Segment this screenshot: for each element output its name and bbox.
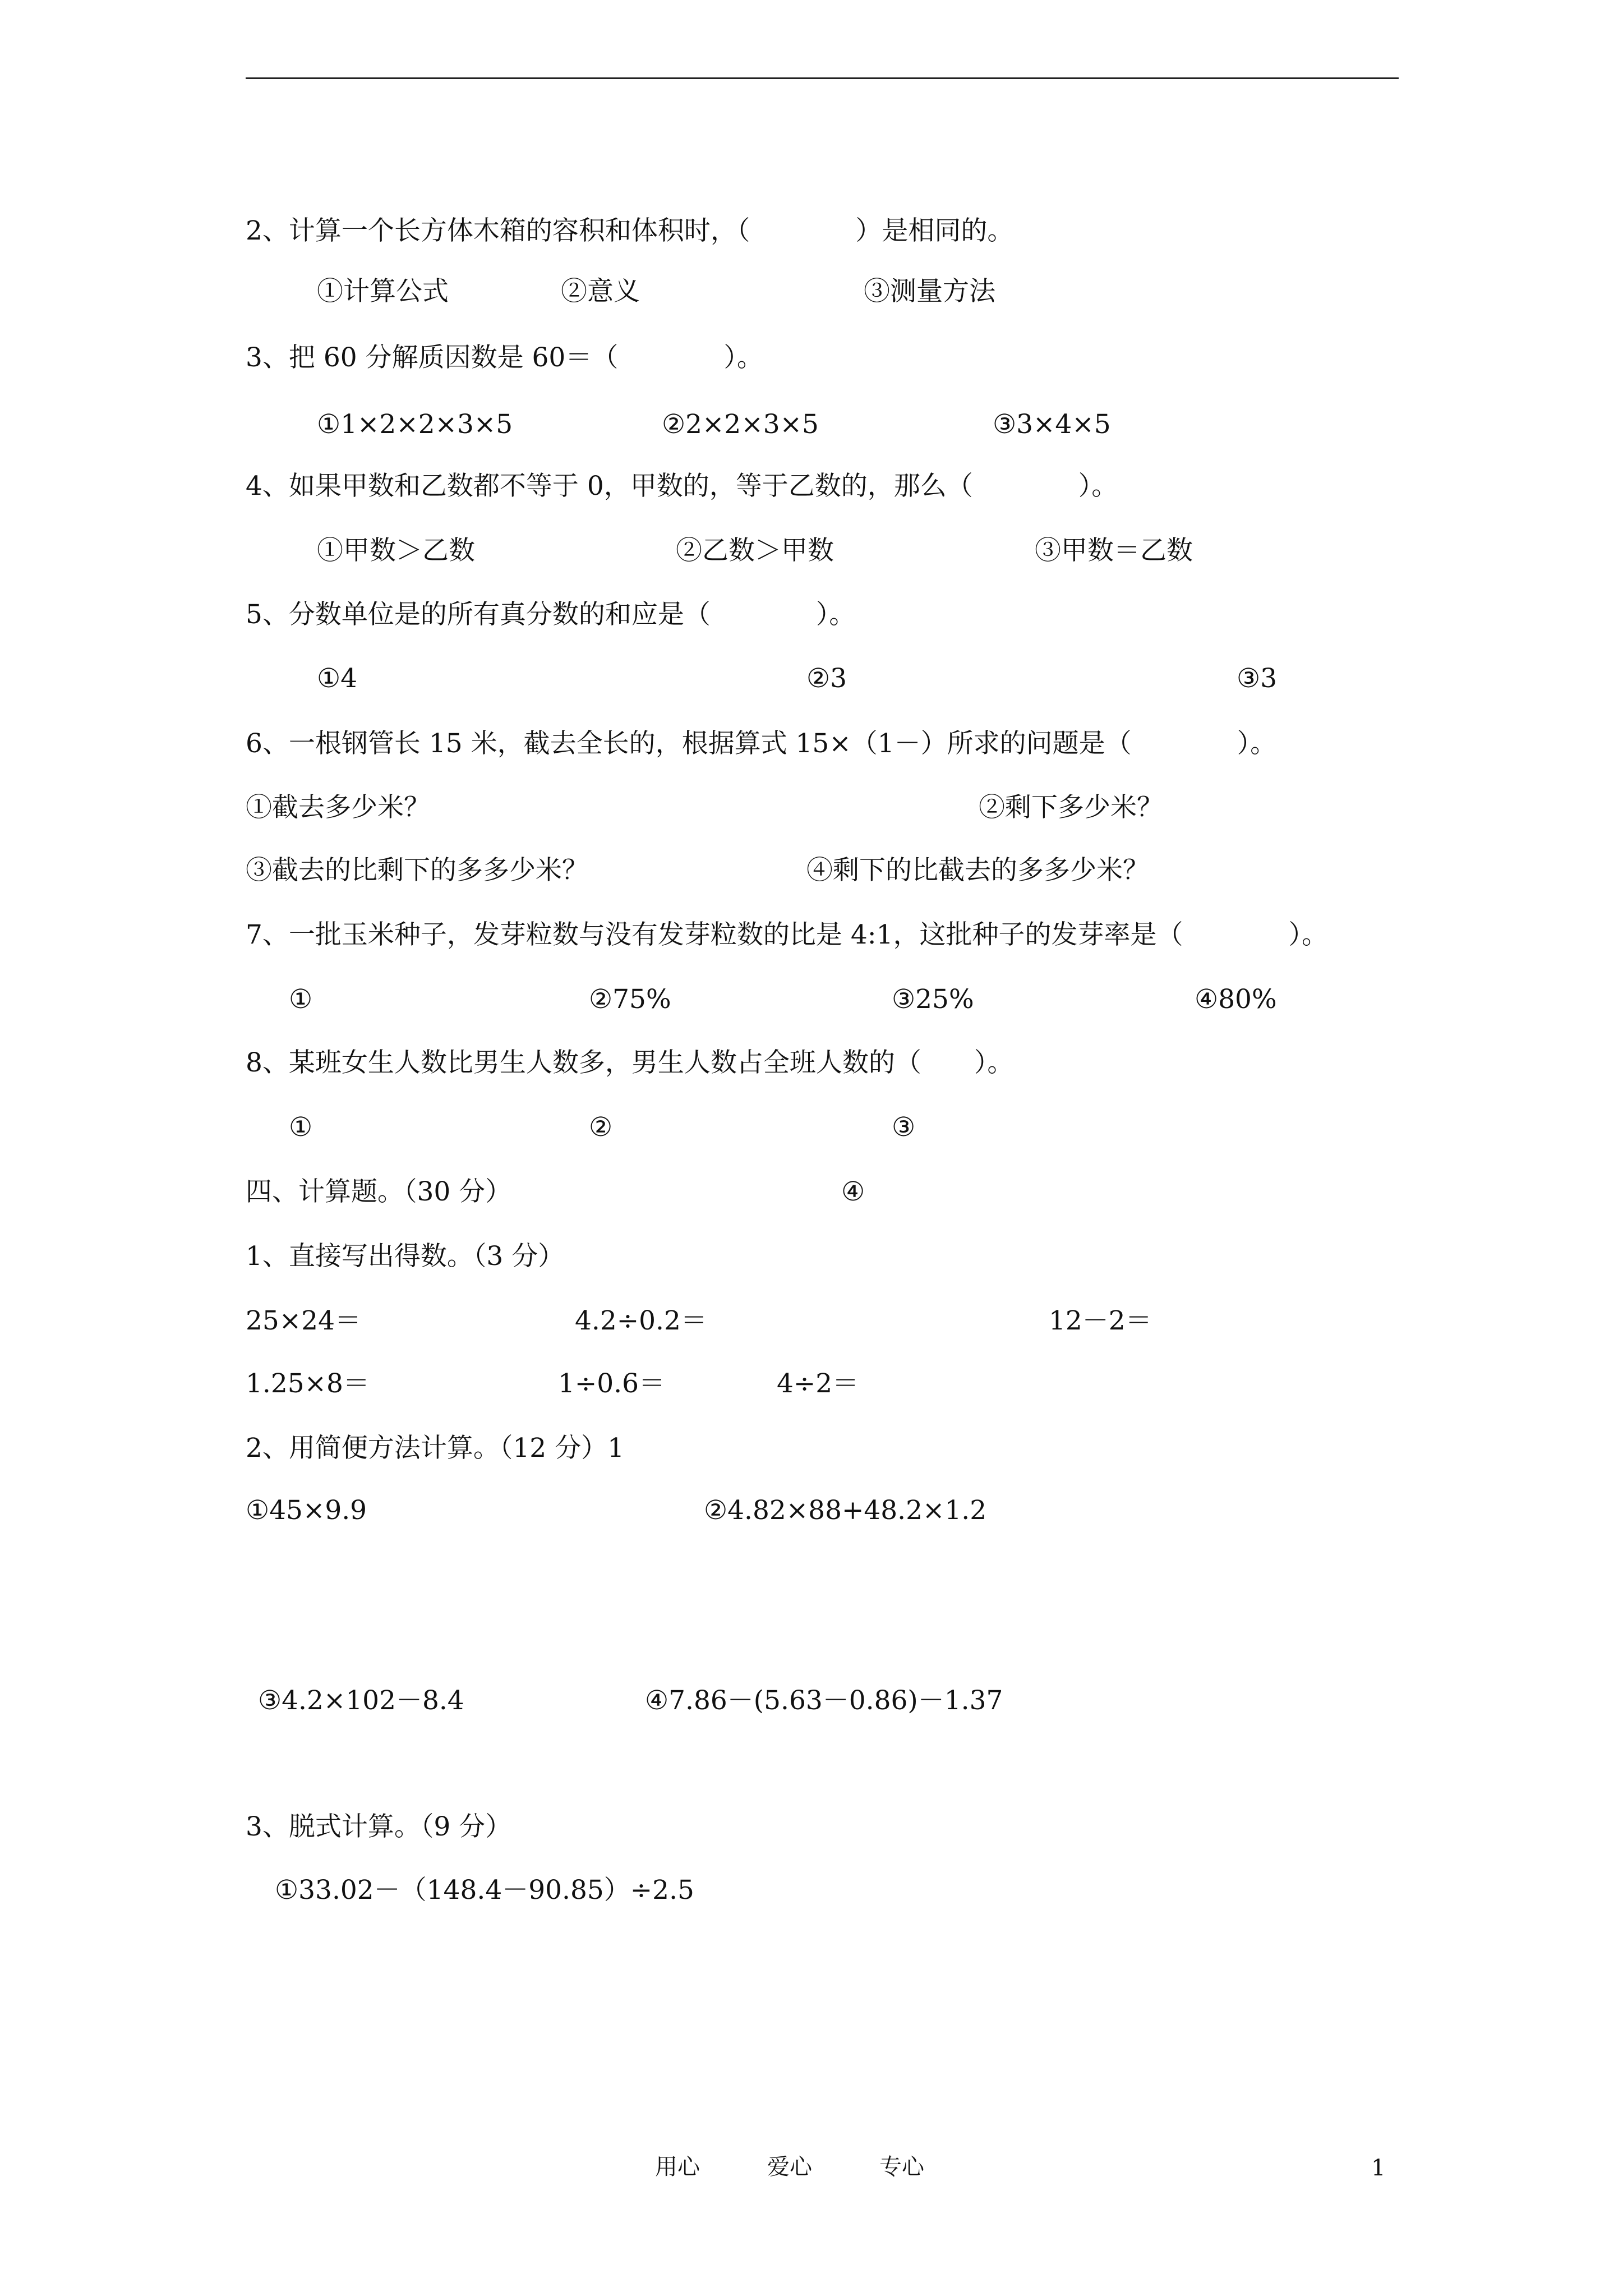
direct-calc-1: 25×24＝ (246, 1305, 361, 1336)
simplify-calc-3: ③4.2×102－8.4 (258, 1685, 464, 1716)
question-8: 8、某班女生人数比男生人数多，男生人数占全班人数的（ ）。 (246, 1047, 1014, 1078)
option-q7-4: ④80% (1195, 984, 1277, 1015)
stepwise-calc-1: ①33.02－（148.4－90.85）÷2.5 (275, 1875, 694, 1906)
option-q6-3: ③截去的比剩下的多多少米？ (246, 855, 588, 886)
option-q2-1: ①计算公式 (317, 276, 449, 307)
part-1-heading: 1、直接写出得数。（3 分） (246, 1241, 565, 1272)
option-q6-1: ①截去多少米？ (246, 792, 430, 823)
option-q3-2: ②2×2×3×5 (662, 409, 819, 440)
question-5: 5、分数单位是的所有真分数的和应是（ ）。 (246, 599, 856, 630)
option-q8-3: ③ (892, 1112, 916, 1143)
option-q5-2: ②3 (806, 663, 847, 694)
option-q6-2: ②剩下多少米？ (979, 792, 1163, 823)
option-q8-4: ④ (841, 1176, 865, 1207)
question-4: 4、如果甲数和乙数都不等于 0，甲数的，等于乙数的，那么（ ）。 (246, 471, 1118, 501)
header-rule (246, 77, 1399, 79)
option-q8-2: ② (589, 1112, 613, 1143)
question-6: 6、一根钢管长 15 米，截去全长的，根据算式 15×（1－）所求的问题是（ ）。 (246, 728, 1277, 759)
question-3: 3、把 60 分解质因数是 60＝（ ）。 (246, 342, 763, 373)
option-q2-2: ②意义 (561, 276, 640, 307)
direct-calc-4: 1.25×8＝ (246, 1368, 370, 1399)
question-2: 2、计算一个长方体木箱的容积和体积时，（ ）是相同的。 (246, 215, 1014, 246)
question-7: 7、一批玉米种子，发芽粒数与没有发芽粒数的比是 4:1，这批种子的发芽率是（ ）。 (246, 919, 1328, 950)
direct-calc-5: 1÷0.6＝ (558, 1368, 666, 1399)
option-q4-1: ①甲数＞乙数 (317, 535, 475, 566)
option-q4-2: ②乙数＞甲数 (676, 535, 834, 566)
simplify-calc-2: ②4.82×88+48.2×1.2 (704, 1495, 987, 1526)
footer-motto-3: 专心 (879, 2154, 924, 2180)
option-q5-3: ③3 (1237, 663, 1278, 694)
simplify-calc-4: ④7.86－(5.63－0.86)－1.37 (645, 1685, 1003, 1716)
footer-motto-2: 爱心 (767, 2154, 812, 2180)
option-q4-3: ③甲数＝乙数 (1035, 535, 1193, 566)
part-3-heading: 3、脱式计算。（9 分） (246, 1811, 512, 1842)
direct-calc-3: 12－2＝ (1049, 1305, 1152, 1336)
page-number: 1 (1371, 2155, 1386, 2181)
direct-calc-2: 4.2÷0.2＝ (575, 1305, 707, 1336)
option-q3-3: ③3×4×5 (993, 409, 1111, 440)
direct-calc-6: 4÷2＝ (777, 1368, 859, 1399)
simplify-calc-1: ①45×9.9 (246, 1495, 367, 1526)
option-q7-3: ③25% (892, 984, 974, 1015)
footer-motto-1: 用心 (655, 2154, 700, 2180)
part-2-heading: 2、用简便方法计算。（12 分）1 (246, 1433, 625, 1464)
option-q3-1: ①1×2×2×3×5 (317, 409, 513, 440)
option-q8-1: ① (289, 1112, 313, 1143)
option-q6-4: ④剩下的比截去的多多少米？ (806, 855, 1149, 886)
section-4-heading: 四、计算题。（30 分） (246, 1176, 512, 1207)
option-q7-2: ②75% (589, 984, 671, 1015)
option-q7-1: ① (289, 984, 313, 1015)
option-q5-1: ①4 (317, 663, 358, 694)
option-q2-3: ③测量方法 (864, 276, 995, 307)
